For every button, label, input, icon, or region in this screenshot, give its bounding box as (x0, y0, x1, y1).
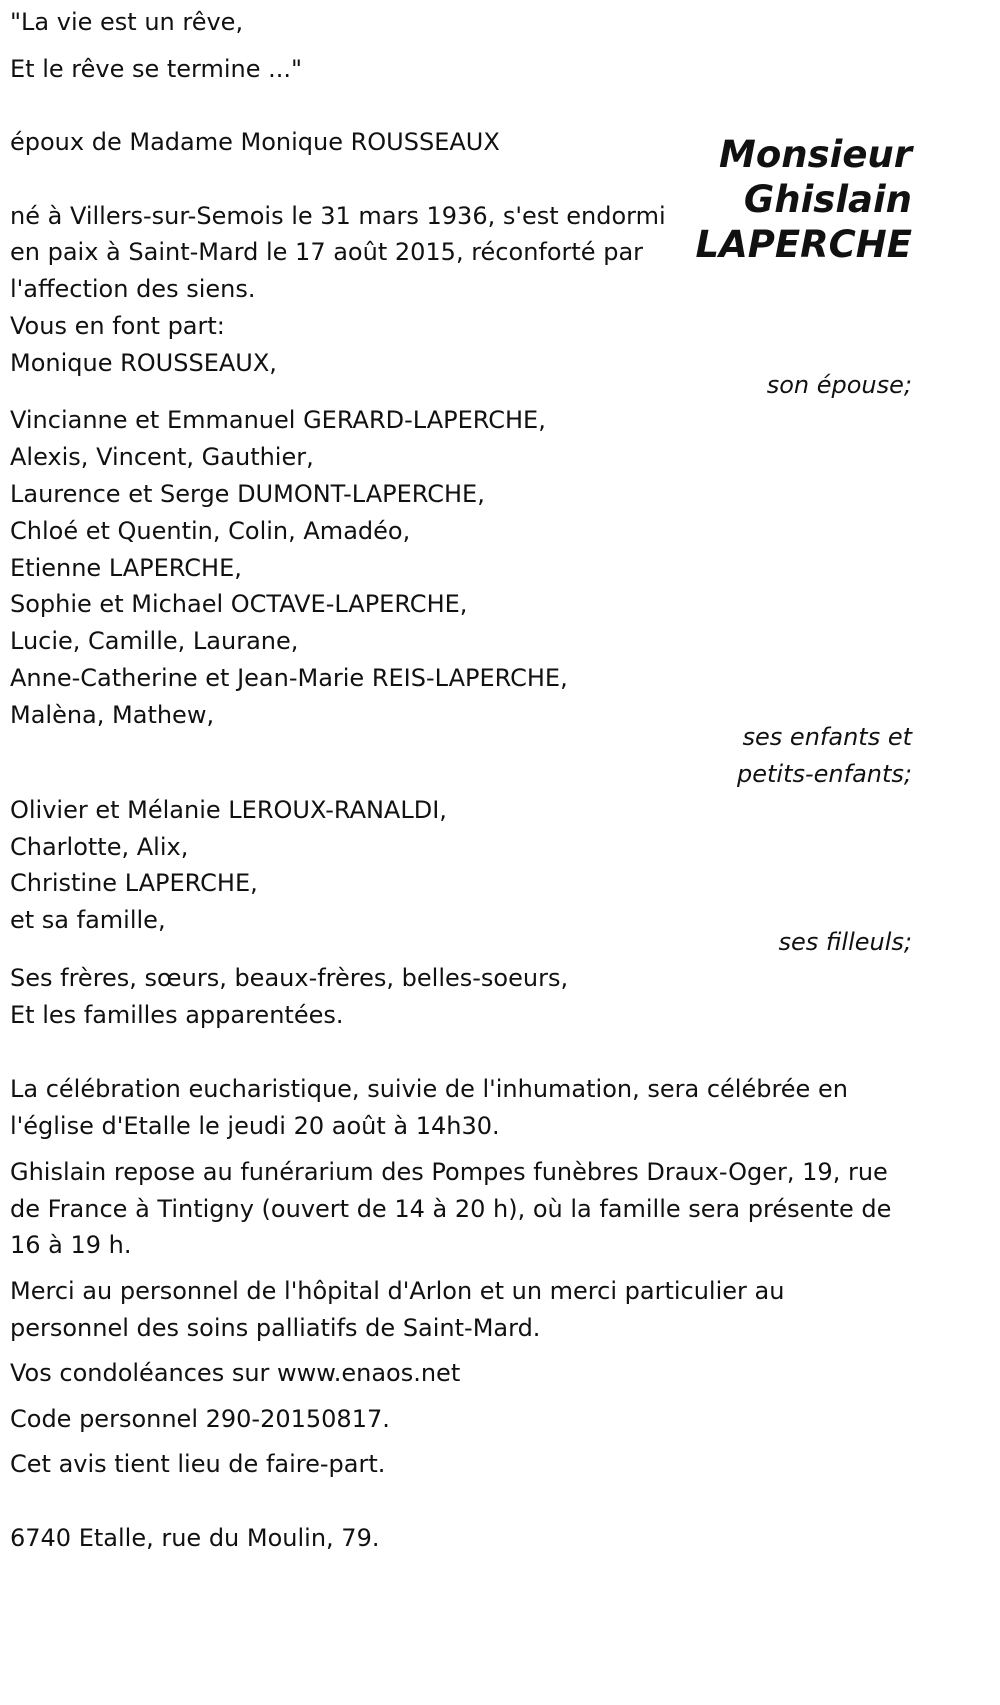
children-line: Lucie, Camille, Laurane, (10, 627, 299, 655)
funerarium-line-3: 16 à 19 h. (10, 1231, 132, 1259)
children-line: Etienne LAPERCHE, (10, 554, 242, 582)
godchildren-line: Christine LAPERCHE, (10, 869, 258, 897)
wife-role: son épouse; (766, 371, 912, 399)
wife-line: Monique ROUSSEAUX, (10, 349, 277, 377)
deceased-name-line-2: Ghislain (743, 178, 912, 221)
children-line: Chloé et Quentin, Colin, Amadéo, (10, 517, 411, 545)
birth-death-line-3: l'affection des siens. (10, 275, 256, 303)
godchildren-line: Olivier et Mélanie LEROUX-RANALDI, (10, 796, 447, 824)
thanks-line-1: Merci au personnel de l'hôpital d'Arlon et un merci particulier au (10, 1277, 785, 1305)
children-line: Alexis, Vincent, Gauthier, (10, 443, 314, 471)
notice-line: Cet avis tient lieu de faire-part. (10, 1450, 386, 1478)
thanks-line-2: personnel des soins palliatifs de Saint-Mard. (10, 1314, 541, 1342)
children-role-line-2: petits-enfants; (737, 760, 912, 788)
ceremony-line-1: La célébration eucharistique, suivie de l'inhumation, sera célébrée en (10, 1075, 848, 1103)
relatives-line-1: Ses frères, sœurs, beaux-frères, belles-soeurs, (10, 964, 569, 992)
personal-code-line: Code personnel 290-20150817. (10, 1405, 390, 1433)
birth-death-line-2: en paix à Saint-Mard le 17 août 2015, réconforté par (10, 238, 644, 266)
children-line: Vincianne et Emmanuel GERARD-LAPERCHE, (10, 406, 546, 434)
children-line: Laurence et Serge DUMONT-LAPERCHE, (10, 480, 485, 508)
funerarium-line-2: de France à Tintigny (ouvert de 14 à 20 h), où la famille sera présente de (10, 1195, 892, 1223)
children-line: Anne-Catherine et Jean-Marie REIS-LAPERCHE, (10, 664, 568, 692)
funerarium-line-1: Ghislain repose au funérarium des Pompes funèbres Draux-Oger, 19, rue (10, 1158, 888, 1186)
condolences-line: Vos condoléances sur www.enaos.net (10, 1359, 461, 1387)
children-line: Sophie et Michael OCTAVE-LAPERCHE, (10, 590, 468, 618)
ceremony-line-2: l'église d'Etalle le jeudi 20 août à 14h30. (10, 1112, 500, 1140)
godchildren-line: Charlotte, Alix, (10, 833, 189, 861)
godchildren-role: ses filleuls; (778, 928, 912, 956)
children-role-line-1: ses enfants et (742, 723, 912, 751)
birth-death-line-1: né à Villers-sur-Semois le 31 mars 1936, s'est endormi (10, 202, 666, 230)
relatives-line-2: Et les familles apparentées. (10, 1001, 344, 1029)
godchildren-line: et sa famille, (10, 906, 166, 934)
quote-line-1: "La vie est un rêve, (10, 8, 244, 36)
children-line: Malèna, Mathew, (10, 701, 215, 729)
deceased-name (696, 132, 913, 267)
quote-line-2: Et le rêve se termine ..." (10, 55, 303, 83)
announce-line: Vous en font part: (10, 312, 225, 340)
address-line: 6740 Etalle, rue du Moulin, 79. (10, 1524, 380, 1552)
deceased-name-line-1: Monsieur (719, 133, 912, 176)
spouse-line: époux de Madame Monique ROUSSEAUX (10, 128, 500, 156)
deceased-name-line-3: LAPERCHE (695, 223, 912, 266)
